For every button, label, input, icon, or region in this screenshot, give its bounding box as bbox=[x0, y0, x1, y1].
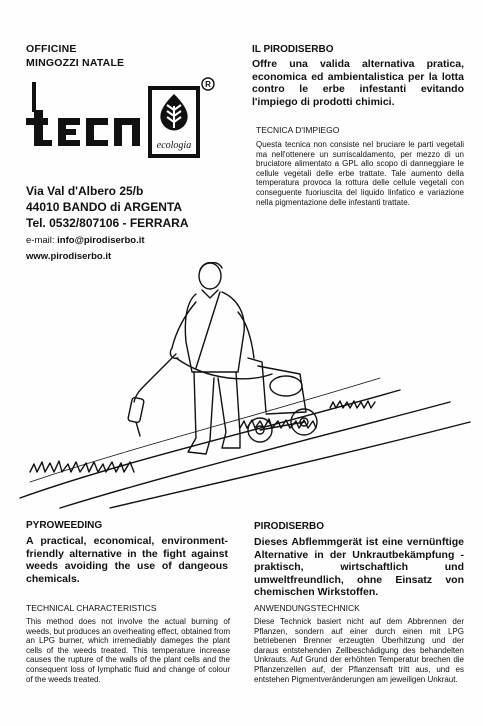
english-heading: PYROWEEDING bbox=[26, 520, 103, 531]
svg-text:R: R bbox=[205, 80, 211, 89]
operator-illustration bbox=[0, 262, 483, 510]
italian-tech-text: Questa tecnica non consiste nel bruciare le parti vegetali ma nell'ottenere un surriscaldamento, per mezzo di un bruciatore alimentato a GPL allo scopo di danneggiare le cellule vegetali delle erbe trattate. Tale aumento della temperatura provoca la rottura delle cellule vegetali con conseguente fuoriuscita del liquido linfatico e variazione nella pigmentazione delle infestanti trattate. bbox=[256, 140, 464, 207]
email-line bbox=[26, 235, 145, 246]
english-tech-text: This method does not involve the actual burning of weeds, but produces an overheating effect, obtained from an LPG burner, which irremediably dameges the plant cells of the weeds treated. This temperature increase causes the rupture of the walls of the plant cells and the consequent loss of lymphatic fluid and change of colour of the weeds treated. bbox=[26, 617, 230, 684]
company-line-1: OFFICINE bbox=[26, 43, 77, 55]
email-label: e-mail: bbox=[26, 235, 55, 246]
address-city: 44010 BANDO di ARGENTA bbox=[26, 200, 183, 214]
company-name bbox=[26, 42, 124, 70]
address-street: Via Val d'Albero 25/b bbox=[26, 184, 144, 198]
address-phone: Tel. 0532/807106 - FERRARA bbox=[26, 216, 189, 230]
german-heading: PIRODISERBO bbox=[254, 521, 325, 532]
italian-tech-heading: TECNICA D'IMPIEGO bbox=[256, 125, 340, 135]
tecn-ecologia-logo bbox=[24, 76, 220, 168]
english-tech-heading: TECHNICAL CHARACTERISTICS bbox=[26, 603, 157, 613]
german-tech-text: Diese Technick basiert nicht auf dem Abbrennen der Pflanzen, sondern auf einer durch einen mit LPG betriebenen Brenner erzeugten Überhitzung und der daraus entstehenden Zellbeschädigung des behandelten Unkrauts. Auf Grund der erhöhten Temperatur brechen die Pflanzenzellen auf, der Pflanzensaft tritt aus, und es entstehen Pigmentveränderungen am jeweiligen Unkraut. bbox=[254, 617, 464, 684]
english-lead: A practical, economical, environment-friendly alternative in the fight against weeds avoiding the use of dangeous chemicals. bbox=[26, 535, 228, 585]
italian-heading: IL PIRODISERBO bbox=[252, 44, 334, 55]
logo-tagline: ecologia bbox=[156, 140, 192, 151]
email-link[interactable]: info@pirodiserbo.it bbox=[57, 235, 145, 246]
german-tech-heading: ANWENDUNGSTECHNICK bbox=[254, 603, 360, 613]
website-link[interactable]: www.pirodiserbo.it bbox=[26, 251, 112, 262]
italian-lead: Offre una valida alternativa pratica, economica ed ambientalistica per la lotta contro le erbe infestanti evitando l'impiego di prodotti chimici. bbox=[252, 58, 464, 108]
german-lead: Dieses Abflemmgerät ist eine vernünftige Alternative in der Unkrautbekämpfung - praktisch, wirtschaftlich und umweltfreundlich, ohne Einsatz von chemischen Wirkstoffen. bbox=[254, 536, 464, 599]
company-line-2: MINGOZZI NATALE bbox=[26, 57, 125, 69]
